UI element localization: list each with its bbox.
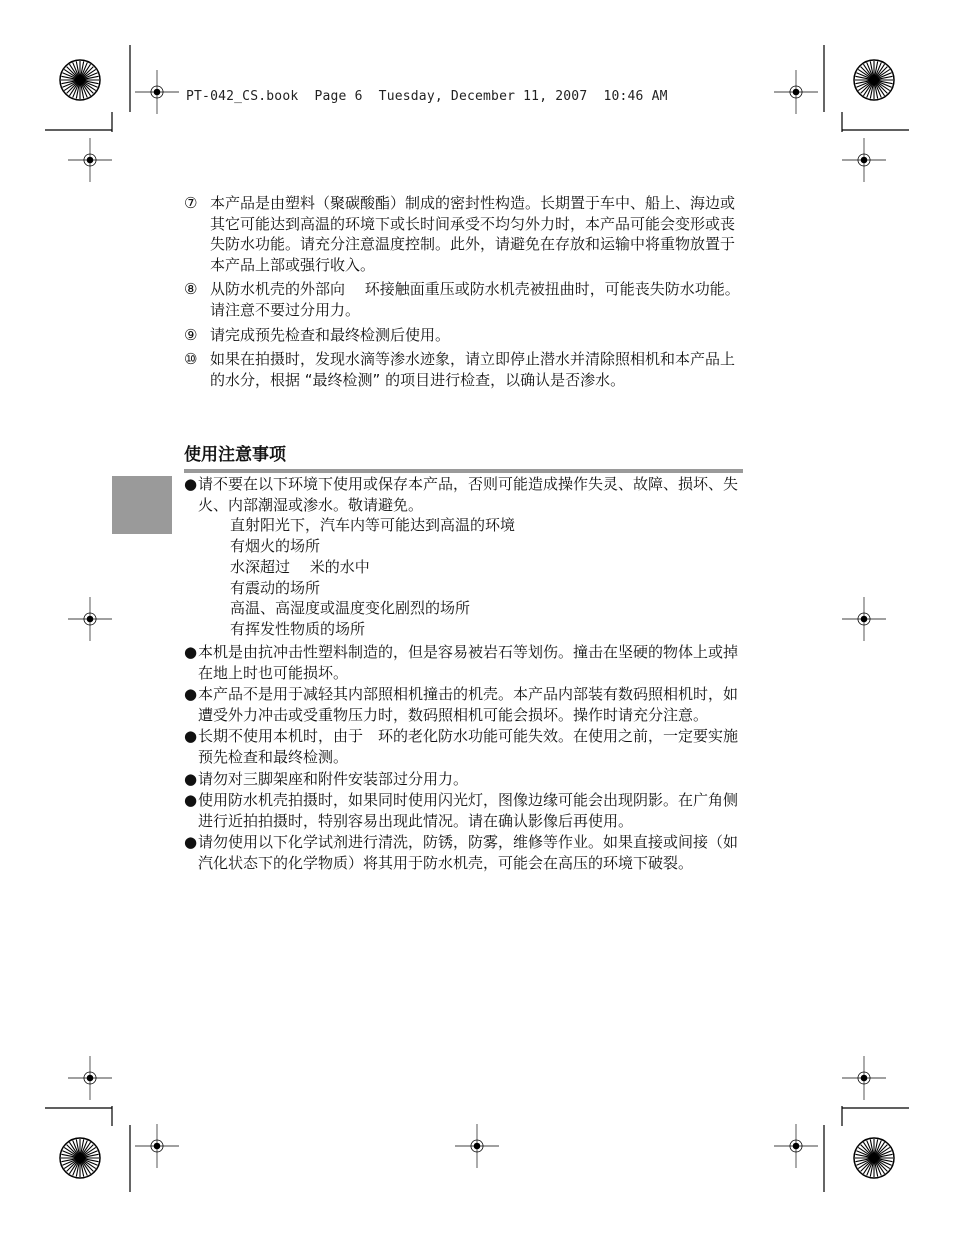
list-item <box>184 279 740 320</box>
item-text: 从防水机壳的外部向 环接触面重压或防水机壳被扭曲时，可能丧失防水功能。请注意不要过分用力。 <box>210 280 740 319</box>
list-item <box>184 474 740 515</box>
sub-item: 直射阳光下，汽车内等可能达到高温的环境 <box>230 516 516 535</box>
item-number: ⑩ <box>184 350 198 369</box>
bullet-icon: ● <box>184 769 198 788</box>
usage-precautions <box>184 474 740 874</box>
item-text: 请勿对三脚架座和附件安装部过分用力。 <box>198 769 469 788</box>
sub-item: 水深超过 米的水中 <box>230 557 370 576</box>
item-text: 本产品是由塑料（聚碳酸酯）制成的密封性构造。长期置于车中、船上、海边或其它可能达到高温的环境下或长时间承受不均匀外力时，本产品可能会变形或丧失防水功能。请充分注意温度控制。此外，请避免在存放和运输中将重物放置于本产品上部或强行收入。 <box>210 194 736 274</box>
numbered-cautions <box>184 193 740 394</box>
item-text: 请勿使用以下化学试剂进行清洗，防锈，防雾，维修等作业。如果直接或间接（如汽化状态下的化学物质）将其用于防水机壳，可能会在高压的环境下破裂。 <box>198 833 739 872</box>
book-header <box>186 89 668 104</box>
sub-item: 有挥发性物质的场所 <box>230 620 366 639</box>
list-item <box>184 684 740 725</box>
item-text: 使用防水机壳拍摄时，如果同时使用闪光灯，图像边缘可能会出现阴影。在广角侧进行近拍拍摄时，特别容易出现此情况。请在确认影像后再使用。 <box>198 791 739 830</box>
bullet-icon: ● <box>184 833 198 852</box>
environment-list <box>184 515 740 640</box>
header-date: Tuesday, December 11, 2007 <box>378 89 588 104</box>
sub-item: 高温、高湿度或温度变化剧烈的场所 <box>230 599 471 618</box>
item-text: 本产品不是用于减轻其内部照相机撞击的机壳。本产品内部装有数码照相机时，如遭受外力冲击或受重物压力时，数码照相机可能会损坏。操作时请充分注意。 <box>198 685 739 724</box>
list-item <box>184 726 740 767</box>
list-item <box>184 769 740 790</box>
bullet-icon: ● <box>184 685 198 704</box>
bullet-icon: ● <box>184 727 198 746</box>
list-item <box>184 790 740 831</box>
sub-item: 有震动的场所 <box>230 578 321 597</box>
list-item <box>184 642 740 683</box>
bullet-icon: ● <box>184 642 198 661</box>
list-item <box>184 193 740 275</box>
item-number: ⑦ <box>184 194 198 212</box>
item-text: 请不要在以下环境下使用或保存本产品，否则可能造成操作失灵、故障、损坏、失火、内部潮湿或渗水。敬请避免。 <box>198 475 739 514</box>
bullet-icon: ● <box>184 791 198 810</box>
section-tab <box>112 476 172 534</box>
item-text: 如果在拍摄时，发现水滴等渗水迹象，请立即停止潜水并清除照相机和本产品上的水分，根据 “最终检测” 的项目进行检查，以确认是否渗水。 <box>210 350 736 389</box>
sub-item: 有烟火的场所 <box>230 536 321 555</box>
section-title: 使用注意事项 <box>184 440 743 473</box>
header-time: 10:46 AM <box>603 89 668 104</box>
bullet-icon: ● <box>184 475 198 493</box>
item-text: 长期不使用本机时，由于 环的老化防水功能可能失效。在使用之前，一定要实施预先检查和最终检测。 <box>198 727 739 766</box>
item-number: ⑧ <box>184 280 198 299</box>
list-item <box>184 832 740 873</box>
list-item <box>184 325 740 346</box>
item-text: 请完成预先检查和最终检测后使用。 <box>210 325 451 344</box>
list-item <box>184 349 740 390</box>
header-page: Page 6 <box>314 89 363 104</box>
header-file: PT-042_CS.book <box>186 89 299 104</box>
item-number: ⑨ <box>184 325 198 344</box>
item-text: 本机是由抗冲击性塑料制造的，但是容易被岩石等划伤。撞击在坚硬的物体上或掉在地上时也可能损坏。 <box>198 642 739 682</box>
